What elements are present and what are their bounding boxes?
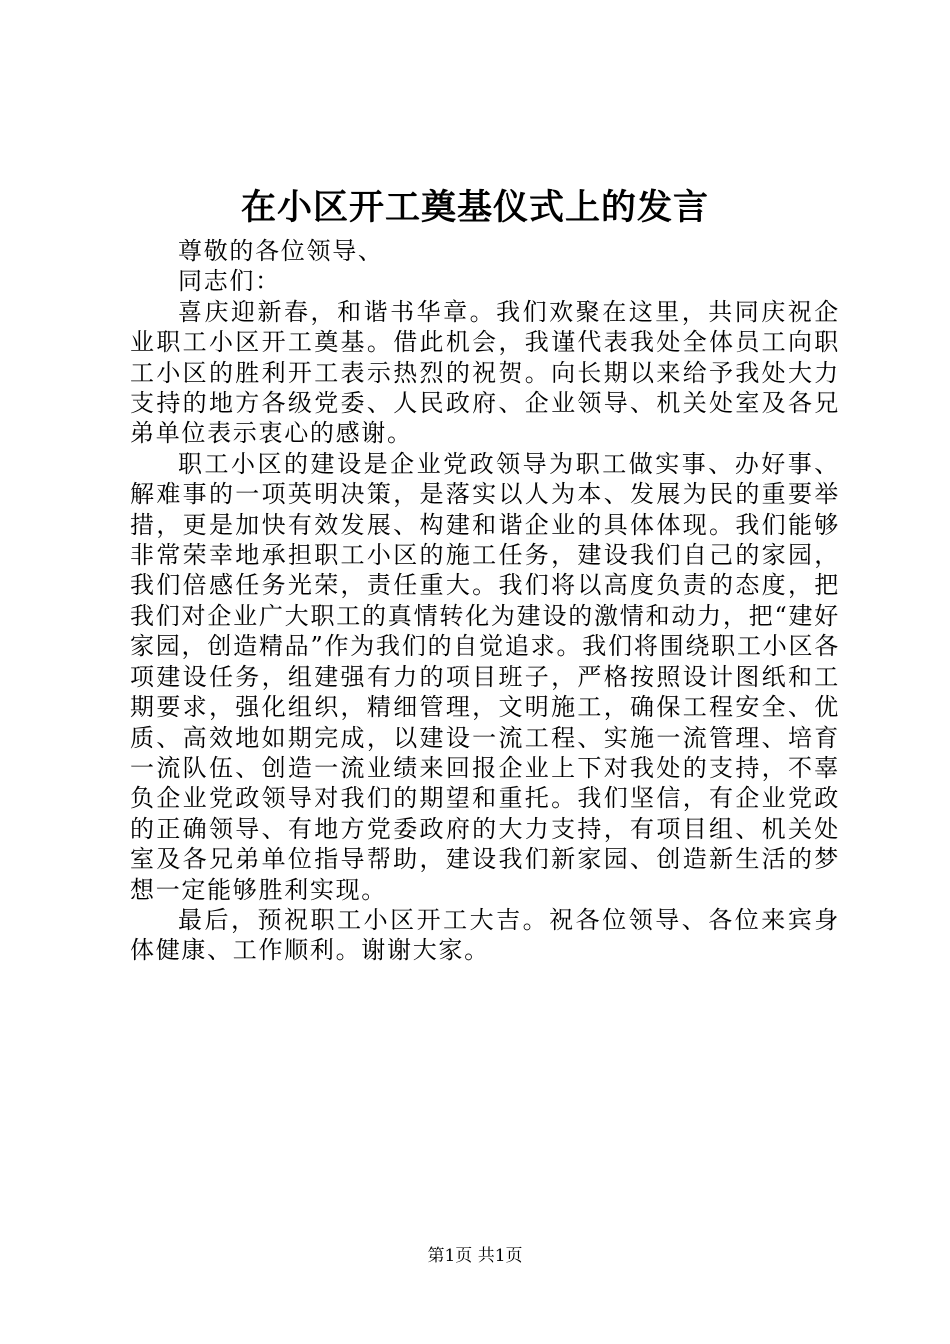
body-paragraph: 职工小区的建设是企业党政领导为职工做实事、办好事、解难事的一项英明决策，是落实以人为本、发展为民的重要举措，更是加快有效发展、构建和谐企业的具体体现。我们能够非常荣幸地承担职工小区的施工任务，建设我们自己的家园，我们倍感任务光荣，责任重大。我们将以高度负责的态度，把我们对企业广大职工的真情转化为建设的激情和动力，把“建好家园，创造精品”作为我们的自觉追求。我们将围绕职工小区各项建设任务，组建强有力的项目班子，严格按照设计图纸和工期要求，强化组织，精细管理，文明施工，确保工程安全、优质、高效地如期完成，以建设一流工程、实施一流管理、培育一流队伍、创造一流业绩来回报企业上下对我处的支持，不辜负企业党政领导对我们的期望和重托。我们坚信，有企业党政的正确领导、有地方党委政府的大力支持，有项目组、机关处室及各兄弟单位指导帮助，建设我们新家园、创造新生活的梦想一定能够胜利实现。 xyxy=(130,449,840,904)
body-paragraph: 最后，预祝职工小区开工大吉。祝各位领导、各位来宾身体健康、工作顺利。谢谢大家。 xyxy=(130,905,840,965)
page-footer: 第1页 共1页 xyxy=(427,1246,523,1266)
body-paragraph: 喜庆迎新春，和谐书华章。我们欢聚在这里，共同庆祝企业职工小区开工奠基。借此机会，我谨代表我处全体员工向职工小区的胜利开工表示热烈的祝贺。向长期以来给予我处大力支持的地方各级党委、人民政府、企业领导、机关处室及各兄弟单位表示衷心的感谢。 xyxy=(130,297,840,448)
document-title: 在小区开工奠基仪式上的发言 xyxy=(240,187,709,228)
salutation-line: 尊敬的各位领导、 xyxy=(178,237,384,265)
document-body xyxy=(130,236,840,966)
salutation-line: 同志们： xyxy=(178,267,281,296)
